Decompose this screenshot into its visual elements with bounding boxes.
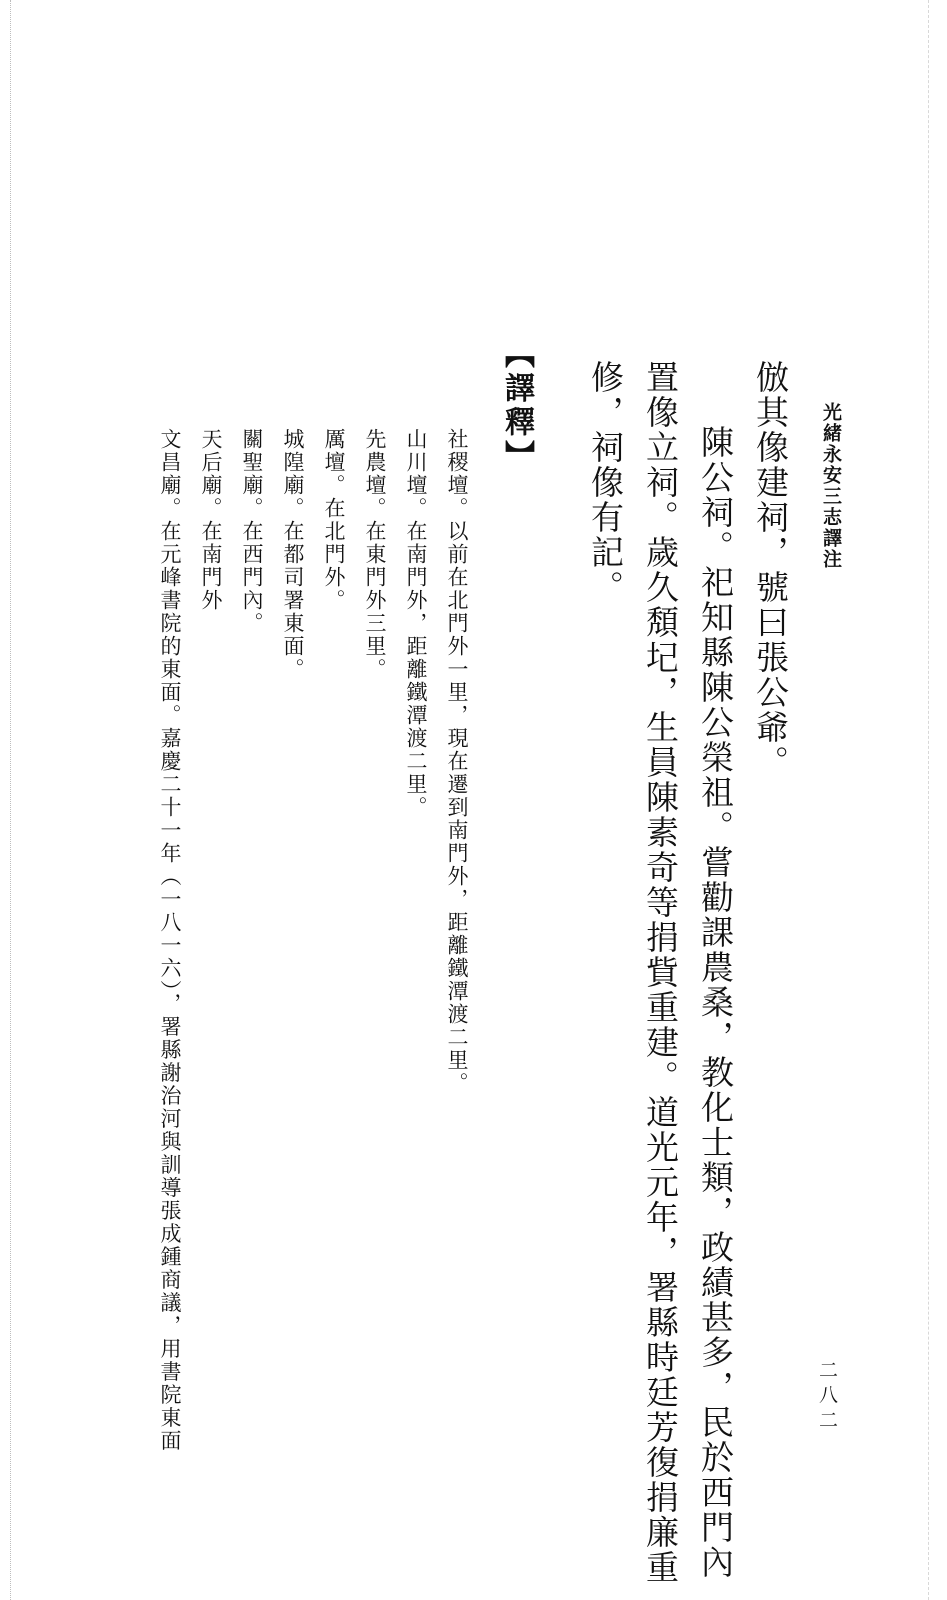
main-text-column-2: 陳公祠。祀知縣陳公榮祖。嘗勸課農桑，教化士類，政績甚多，民於西門內 <box>696 425 735 1580</box>
note-item: 社稷壇。以前在北門外一里，現在遷到南門外，距離鐵潭渡二里。 <box>445 428 469 1095</box>
main-text-column-3: 置像立祠。歲久頽圮，生員陳素奇等捐貲重建。道光元年，署縣時廷芳復捐廉重 <box>641 360 680 1585</box>
note-item: 天后廟。在南門外 <box>199 428 223 612</box>
note-item: 文昌廟。在元峰書院的東面。嘉慶二十一年（一八一六），署縣謝治河與訓導張成鍾商議，用書院東面 <box>158 428 182 1453</box>
note-item: 城隍廟。在都司署東面。 <box>281 428 305 681</box>
note-item: 關聖廟。在西門內。 <box>240 428 264 635</box>
note-item: 先農壇。在東門外三里。 <box>363 428 387 681</box>
running-header-title: 光緒永安三志譯注 <box>820 402 842 570</box>
main-text-column-4: 修，祠像有記。 <box>586 360 625 605</box>
note-item: 厲壇。在北門外。 <box>322 428 346 612</box>
main-text-column-1: 倣其像建祠，號曰張公爺。 <box>751 360 790 780</box>
section-heading: 【譯釋】 <box>499 338 534 474</box>
page-left-edge <box>10 0 11 1600</box>
scan-edge <box>928 0 947 1600</box>
page-number: 二八二 <box>816 1360 838 1435</box>
note-item: 山川壇。在南門外，距離鐵潭渡二里。 <box>404 428 428 819</box>
